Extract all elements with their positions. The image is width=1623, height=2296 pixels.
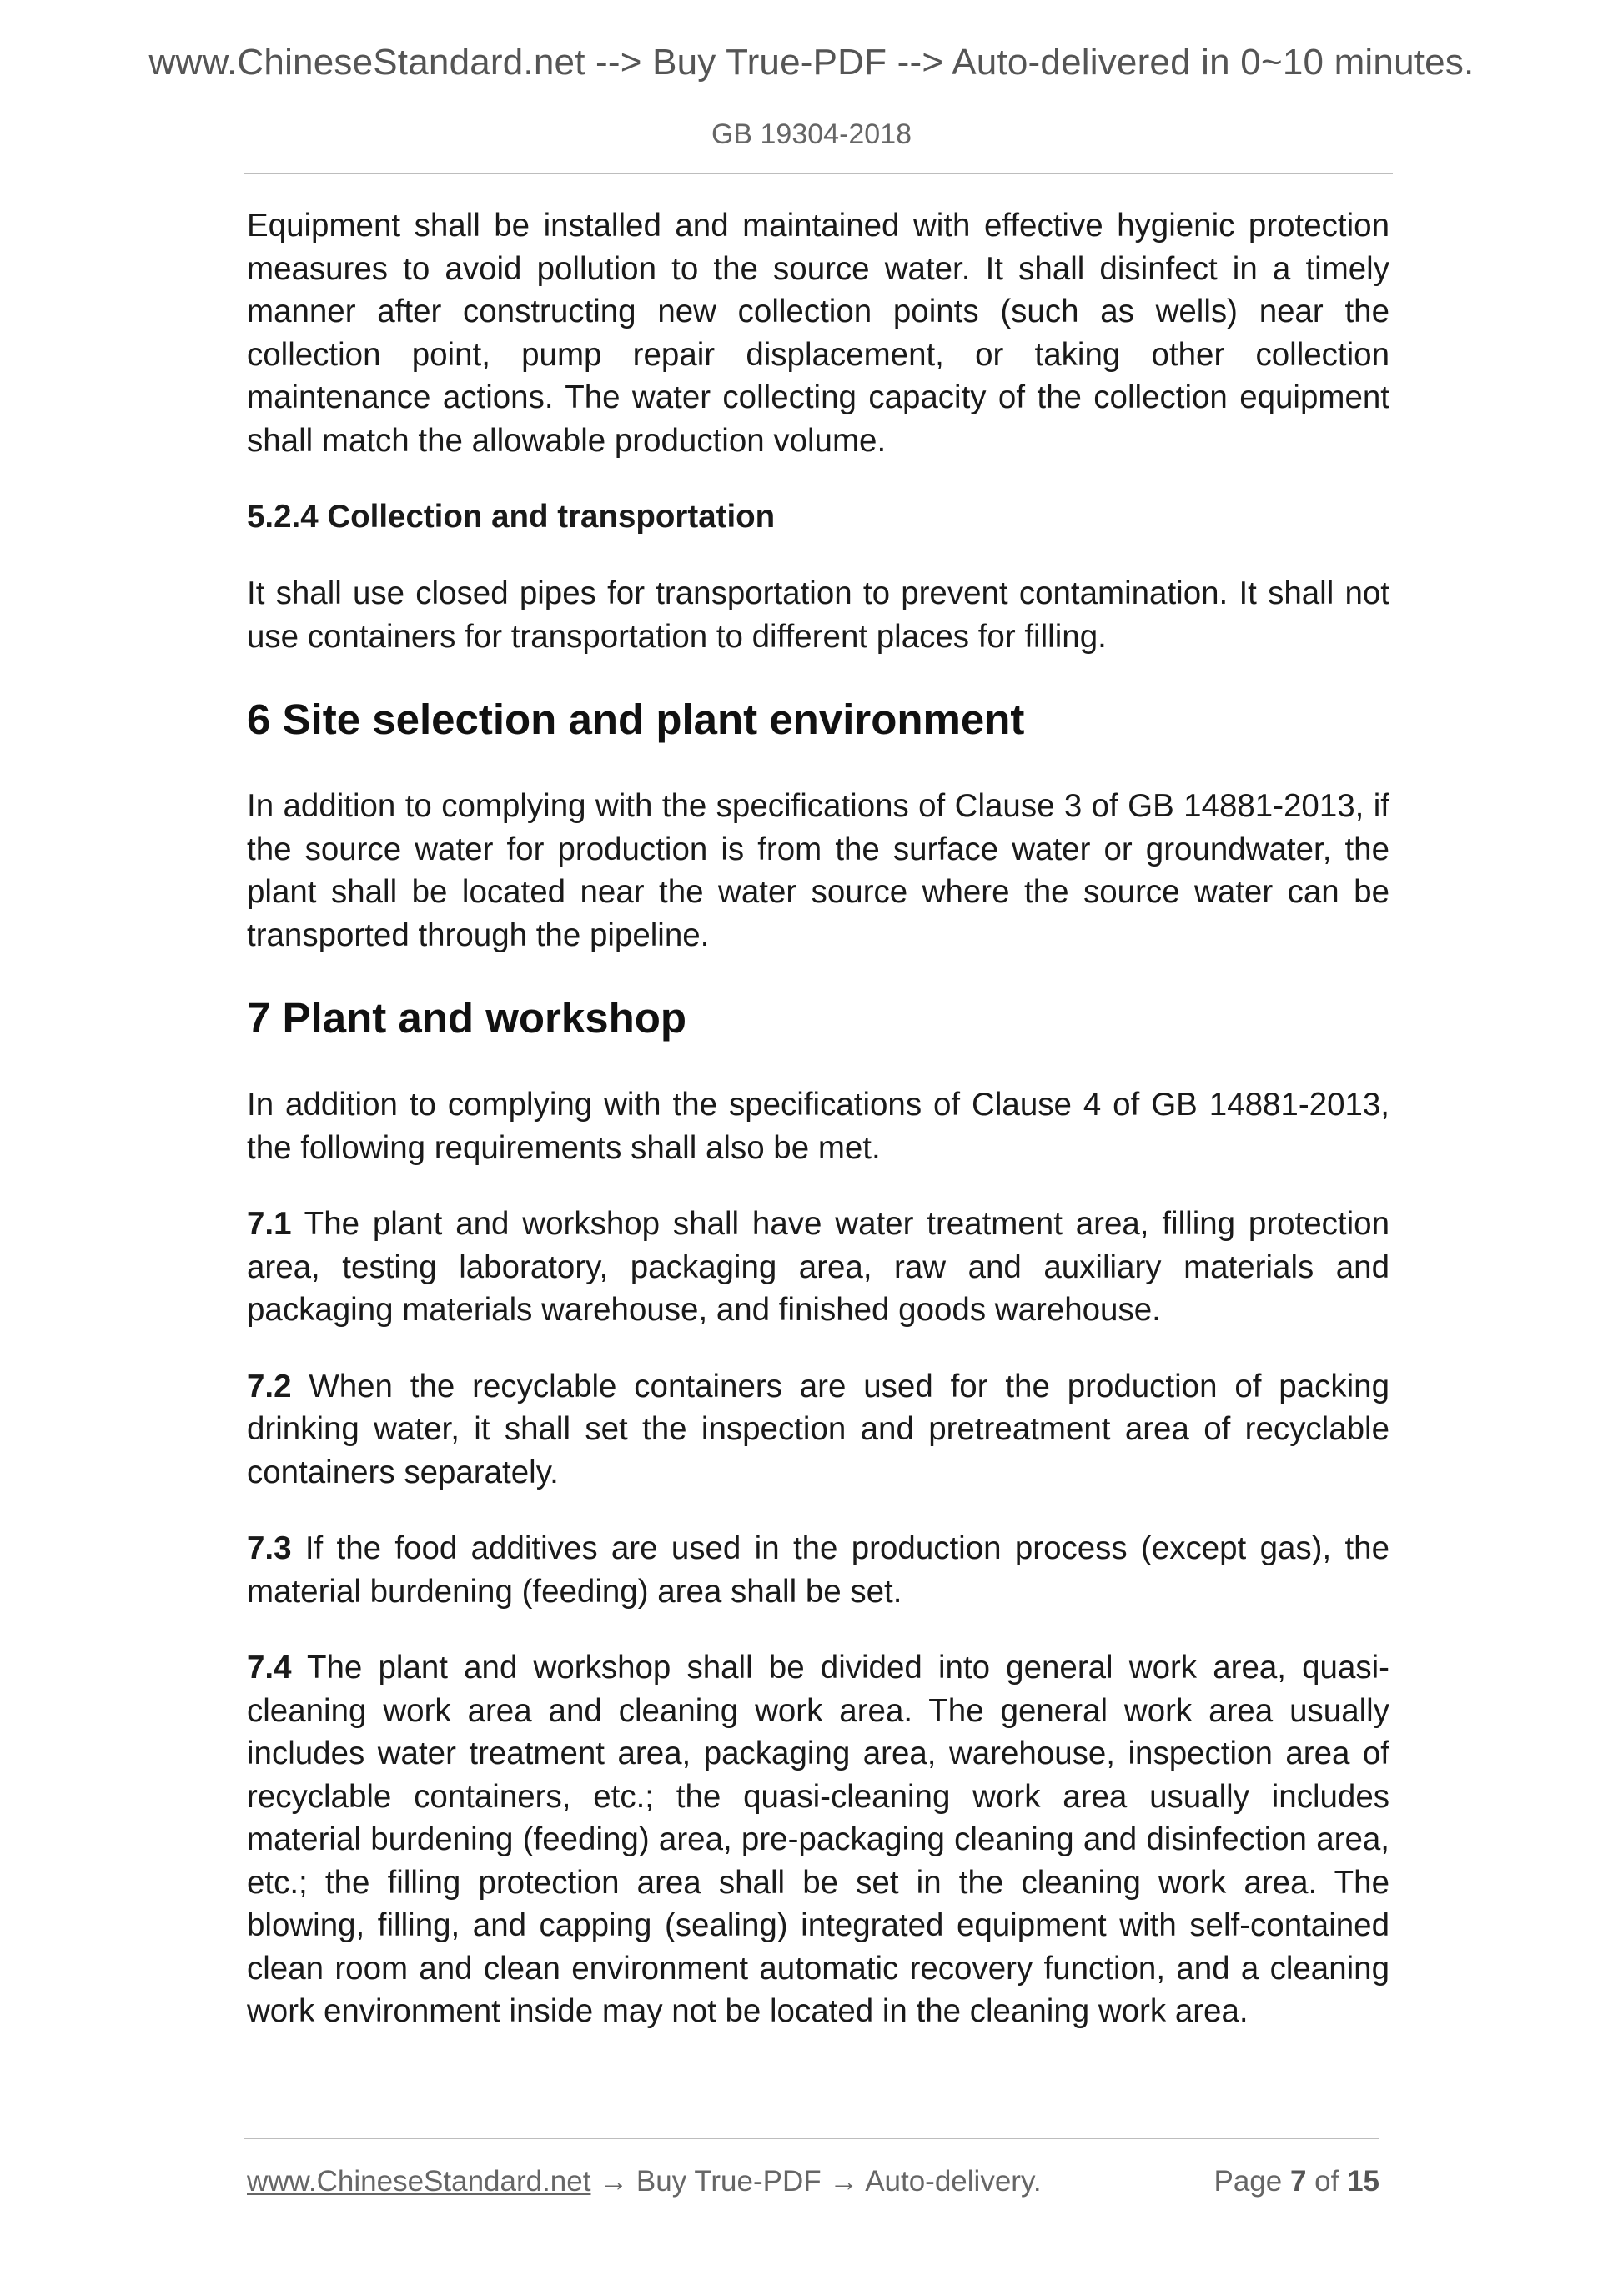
clause-7-4-number: 7.4: [247, 1650, 292, 1686]
paragraph-section-7: In addition to complying with the specifications of Clause 4 of GB 14881-2013, the following requirements shall also be met.: [247, 1087, 1389, 1166]
page-indicator: [1213, 2165, 1379, 2198]
footer-auto-text: Auto-delivery.: [865, 2165, 1042, 2198]
clause-7-1-text: The plant and workshop shall have water treatment area, filling protection area, testing laboratory, packaging area, raw and auxiliary materials and packaging materials warehouse, and finished goods warehouse.: [247, 1206, 1389, 1328]
paragraph-section-6: In addition to complying with the specifications of Clause 3 of GB 14881-2013, if the source water for production is from the surface water or groundwater, the plant shall be located near the water source where the source water can be transported through the pipeline.: [247, 788, 1389, 953]
heading-section-6: 6 Site selection and plant environment: [247, 696, 1025, 743]
footer-divider: [244, 2138, 1379, 2139]
clause-7-3-text: If the food additives are used in the production process (except gas), the material burdening (feeding) area shall be set.: [247, 1530, 1389, 1610]
arrow-right-icon: →: [821, 2165, 866, 2198]
clause-7-3-number: 7.3: [247, 1530, 292, 1566]
footer-buy-text: Buy True-PDF: [636, 2165, 822, 2198]
page-body: [247, 204, 1389, 2067]
header-divider: [244, 173, 1393, 174]
clause-7-2-number: 7.2: [247, 1368, 292, 1404]
heading-5-2-4: 5.2.4 Collection and transportation: [247, 499, 776, 535]
page-label: Page: [1213, 2165, 1290, 2198]
clause-7-2: [247, 1365, 1389, 1495]
heading-section-7: 7 Plant and workshop: [247, 994, 687, 1042]
clause-7-2-text: When the recyclable containers are used for the production of packing drinking water, it shall set the inspection and pretreatment area of recyclable containers separately.: [247, 1368, 1389, 1490]
document-id: GB 19304-2018: [711, 118, 912, 150]
clause-7-3: [247, 1527, 1389, 1613]
paragraph-5-2-4: It shall use closed pipes for transportation to prevent contamination. It shall not use containers for transportation to different places for filling.: [247, 575, 1389, 655]
clause-7-4: [247, 1646, 1389, 2033]
page-total: 15: [1347, 2165, 1379, 2198]
paragraph-equipment: Equipment shall be installed and maintained with effective hygienic protection measures to avoid pollution to the source water. It shall disinfect in a timely manner after constructing new collection points (such as wells) near the collection point, pump repair displacement, or taking other collection maintenance actions. The water collecting capacity of the collection equipment shall match the allowable production volume.: [247, 208, 1389, 459]
arrow-right-icon: →: [590, 2165, 636, 2198]
of-label: of: [1306, 2165, 1348, 2198]
source-banner: www.ChineseStandard.net --> Buy True-PDF --> Auto-delivered in 0~10 minutes.: [148, 42, 1475, 83]
clause-7-1-number: 7.1: [247, 1206, 292, 1242]
footer-site-link[interactable]: www.ChineseStandard.net: [247, 2165, 591, 2198]
clause-7-4-text: The plant and workshop shall be divided into general work area, quasi-cleaning work area and cleaning work area. The general work area usually includes water treatment area, packaging area, warehouse, inspection area of recyclable containers, etc.; the quasi-cleaning work area usually includes material burdening (feeding) area, pre-packaging cleaning and disinfection area, etc.; the filling protection area shall be set in the cleaning work area. The blowing, filling, and capping (sealing) integrated equipment with self-contained clean room and clean environment automatic recovery function, and a cleaning work environment inside may not be located in the cleaning work area.: [247, 1650, 1389, 2029]
clause-7-1: [247, 1203, 1389, 1332]
page-number: 7: [1289, 2165, 1307, 2198]
footer-promo: [247, 2165, 1042, 2198]
